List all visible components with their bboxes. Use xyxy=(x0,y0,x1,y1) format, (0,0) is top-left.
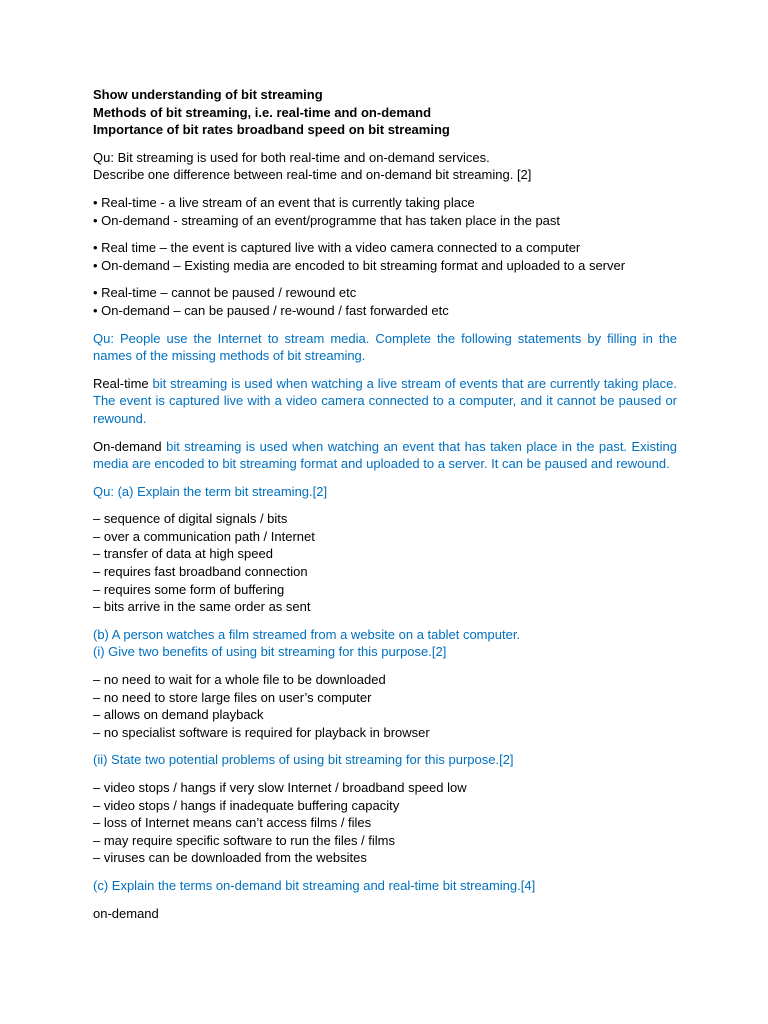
q2-question: Qu: People use the Internet to stream media. Complete the following statements by filling in the names of the missing methods of bit streaming. xyxy=(93,330,677,364)
list-item: – requires some form of buffering xyxy=(93,581,285,597)
q3c-answer-start: on-demand xyxy=(93,905,159,921)
list-item: – over a communication path / Internet xyxy=(93,528,315,544)
q1-line-2: Describe one difference between real-time and on-demand bit streaming. [2] xyxy=(93,167,532,183)
q1-answer-group-3 xyxy=(93,284,677,319)
header-line-3: Importance of bit rates broadband speed on bit streaming xyxy=(93,122,450,138)
q3b2-answers xyxy=(93,779,677,867)
bullet-item: • On-demand - streaming of an event/programme that has taken place in the past xyxy=(93,212,561,228)
q3a-question: Qu: (a) Explain the term bit streaming.[2] xyxy=(93,483,328,499)
list-item: – no need to store large files on user’s computer xyxy=(93,689,372,705)
bullet-item: • Real-time - a live stream of an event that is currently taking place xyxy=(93,194,475,210)
list-item: – may require specific software to run the files / films xyxy=(93,832,396,848)
q3b1-answers xyxy=(93,671,677,741)
list-item: – requires fast broadband connection xyxy=(93,564,308,580)
q1-question xyxy=(93,149,677,184)
q3c-question: (c) Explain the terms on-demand bit streaming and real-time bit streaming.[4] xyxy=(93,877,536,893)
q2-realtime-paragraph xyxy=(93,375,677,428)
realtime-text: bit streaming is used when watching a live stream of events that are currently taking place. The event is captured live with a video camera connected to a computer, and it cannot be paused or rewound. xyxy=(93,375,677,426)
list-item: – video stops / hangs if very slow Internet / broadband speed low xyxy=(93,780,467,795)
realtime-term: Real-time xyxy=(93,375,149,391)
list-item: – allows on demand playback xyxy=(93,707,264,723)
list-item: – viruses can be downloaded from the websites xyxy=(93,850,367,866)
q3b-line-1: (b) A person watches a film streamed from a website on a tablet computer. xyxy=(93,626,521,642)
q1-answer-group-2 xyxy=(93,239,677,274)
bullet-item: • Real time – the event is captured live with a video camera connected to a computer xyxy=(93,240,581,256)
list-item: – no need to wait for a whole file to be downloaded xyxy=(93,672,386,688)
q3a-answers xyxy=(93,510,677,616)
q3b2-question: (ii) State two potential problems of using bit streaming for this purpose.[2] xyxy=(93,752,514,768)
list-item: – no specialist software is required for playback in browser xyxy=(93,724,430,740)
list-item: – sequence of digital signals / bits xyxy=(93,511,288,527)
header-block xyxy=(93,86,677,139)
q2-ondemand-paragraph xyxy=(93,438,677,473)
header-line-2: Methods of bit streaming, i.e. real-time and on-demand xyxy=(93,104,432,120)
list-item: – loss of Internet means can’t access films / files xyxy=(93,815,372,831)
q1-answer-group-1 xyxy=(93,194,677,229)
bullet-item: • On-demand – can be paused / re-wound / fast forwarded etc xyxy=(93,302,449,318)
bullet-item: • On-demand – Existing media are encoded to bit streaming format and uploaded to a server xyxy=(93,257,626,273)
list-item: – bits arrive in the same order as sent xyxy=(93,599,311,615)
bullet-item: • Real-time – cannot be paused / rewound etc xyxy=(93,285,357,301)
list-item: – video stops / hangs if inadequate buffering capacity xyxy=(93,797,400,813)
ondemand-text: bit streaming is used when watching an event that has taken place in the past. Existing media are encoded to bit streaming format and uploaded to a server. It can be paused and rewound. xyxy=(93,438,677,472)
list-item: – transfer of data at high speed xyxy=(93,546,273,562)
q1-line-1: Qu: Bit streaming is used for both real-time and on-demand services. xyxy=(93,149,490,165)
q3b-question xyxy=(93,626,677,661)
ondemand-term: On-demand xyxy=(93,438,162,454)
header-line-1: Show understanding of bit streaming xyxy=(93,87,323,102)
document-page xyxy=(93,86,677,922)
q3b-line-2: (i) Give two benefits of using bit streaming for this purpose.[2] xyxy=(93,644,447,660)
